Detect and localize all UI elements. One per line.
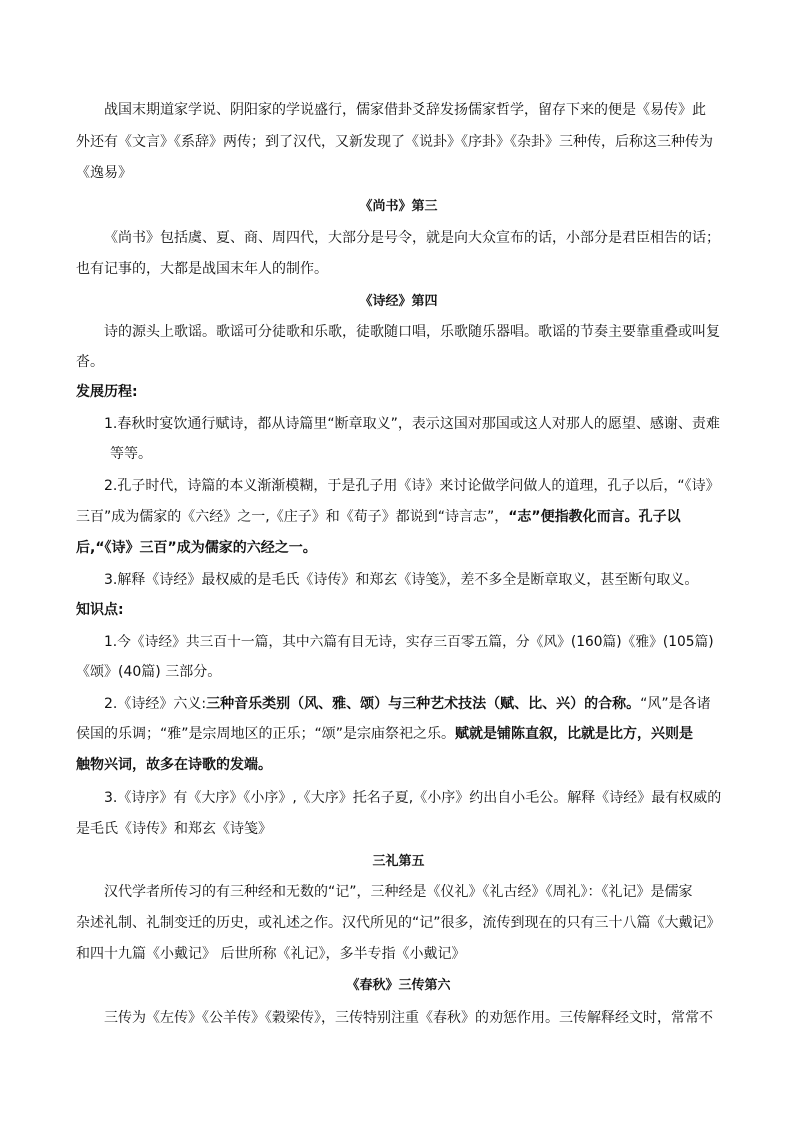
list-item-line: 等等。 bbox=[110, 446, 152, 462]
list-item-line: 3.解释《诗经》最权威的是毛氏《诗传》和郑玄《诗笺》，差不多全是断章取义，甚至断句取义。 bbox=[104, 572, 699, 588]
paragraph-line: 诗的源头上歌谣。歌谣可分徒歌和乐歌，徒歌随口唱，乐歌随乐器唱。歌谣的节奏主要靠重叠或叫复 bbox=[104, 324, 720, 340]
section-title: 《尚书》第三 bbox=[359, 199, 438, 214]
list-item-line: 3.《诗序》有《大序》《小序》,《大序》托名子夏,《小序》约出自小毛公。解释《诗经》最有权威的 bbox=[104, 790, 722, 806]
paragraph-line: 三传为《左传》《公羊传》《穀梁传》，三传特别注重《春秋》的劝惩作用。三传解释经文时，常常不 bbox=[104, 1010, 713, 1026]
text-run: 侯国的乐调；“雅”是宗周地区的正乐；“颂”是宗庙祭祀之乐。 bbox=[76, 726, 456, 742]
list-item-line: 1.今《诗经》共三百十一篇，其中六篇有目无诗，实存三百零五篇，分《风》(160篇)《雅》(105篇) bbox=[104, 634, 714, 650]
list-item-line: 后,“《诗》三百”成为儒家的六经之一。 bbox=[76, 540, 317, 556]
list-item-line bbox=[104, 694, 711, 714]
paragraph-line: 沓。 bbox=[76, 354, 104, 370]
paragraph-line: 也有记事的，大都是战国末年人的制作。 bbox=[76, 261, 328, 277]
list-item-line bbox=[76, 507, 681, 527]
bold-text-run: “志”便指教化而言。孔子以 bbox=[508, 509, 681, 525]
text-run: 三百”成为儒家的《六经》之一,《庄子》和《荀子》都说到“诗言志”， bbox=[76, 509, 509, 525]
paragraph-line: 《尚书》包括虞、夏、商、周四代，大部分是号令，就是向大众宣布的话，小部分是君臣相告的话； bbox=[104, 230, 720, 246]
list-item-line: 2.孔子时代，诗篇的本义渐渐模糊，于是孔子用《诗》来讨论做学问做人的道理，孔子以后，“《诗》 bbox=[104, 478, 720, 494]
list-item-line: 《颂》(40篇) 三部分。 bbox=[76, 664, 222, 680]
paragraph-line: 汉代学者所传习的有三种经和无数的“记”，三种经是《仪礼》《礼古经》《周礼》：《礼记》是儒家 bbox=[104, 884, 693, 900]
section-title: 三礼第五 bbox=[372, 854, 425, 869]
list-item-line bbox=[76, 724, 693, 744]
bold-text-run: 三种音乐类别（风、雅、颂）与三种艺术技法（赋、比、兴）的合称。 bbox=[206, 696, 641, 712]
paragraph-line: 《逸易》 bbox=[76, 165, 132, 181]
paragraph-line: 外还有《文言》《系辞》两传；到了汉代，又新发现了《说卦》《序卦》《杂卦》三种传，后称这三种传为 bbox=[76, 134, 713, 150]
list-item-line: 是毛氏《诗传》和郑玄《诗笺》 bbox=[76, 821, 272, 837]
paragraph-line: 战国末期道家学说、阴阳家的学说盛行，儒家借卦爻辞发扬儒家哲学，留存下来的便是《易传》此 bbox=[104, 102, 706, 118]
section-title: 《春秋》三传第六 bbox=[346, 978, 451, 993]
bold-text-run: 赋就是铺陈直叙，比就是比方，兴则是 bbox=[455, 726, 694, 742]
list-item-line: 触物兴词，故多在诗歌的发端。 bbox=[76, 757, 272, 773]
section-title: 《诗经》第四 bbox=[359, 294, 438, 309]
paragraph-line: 和四十九篇《小戴记》 后世所称《礼记》，多半专指《小戴记》 bbox=[76, 946, 466, 962]
text-run: “风”是各诸 bbox=[640, 696, 711, 712]
knowledge-label: 知识点: bbox=[76, 602, 124, 618]
list-item-line: 1.春秋时宴饮通行赋诗，都从诗篇里“断章取义”，表示这国对那国或这人对那人的愿望、感谢、责难 bbox=[104, 416, 720, 432]
text-run: 2.《诗经》六义: bbox=[104, 696, 207, 712]
paragraph-line: 杂述礼制、礼制变迁的历史，或礼述之作。汉代所见的“记”很多，流传到现在的只有三十八篇《大戴记》 bbox=[76, 915, 721, 931]
history-label: 发展历程: bbox=[76, 384, 138, 400]
